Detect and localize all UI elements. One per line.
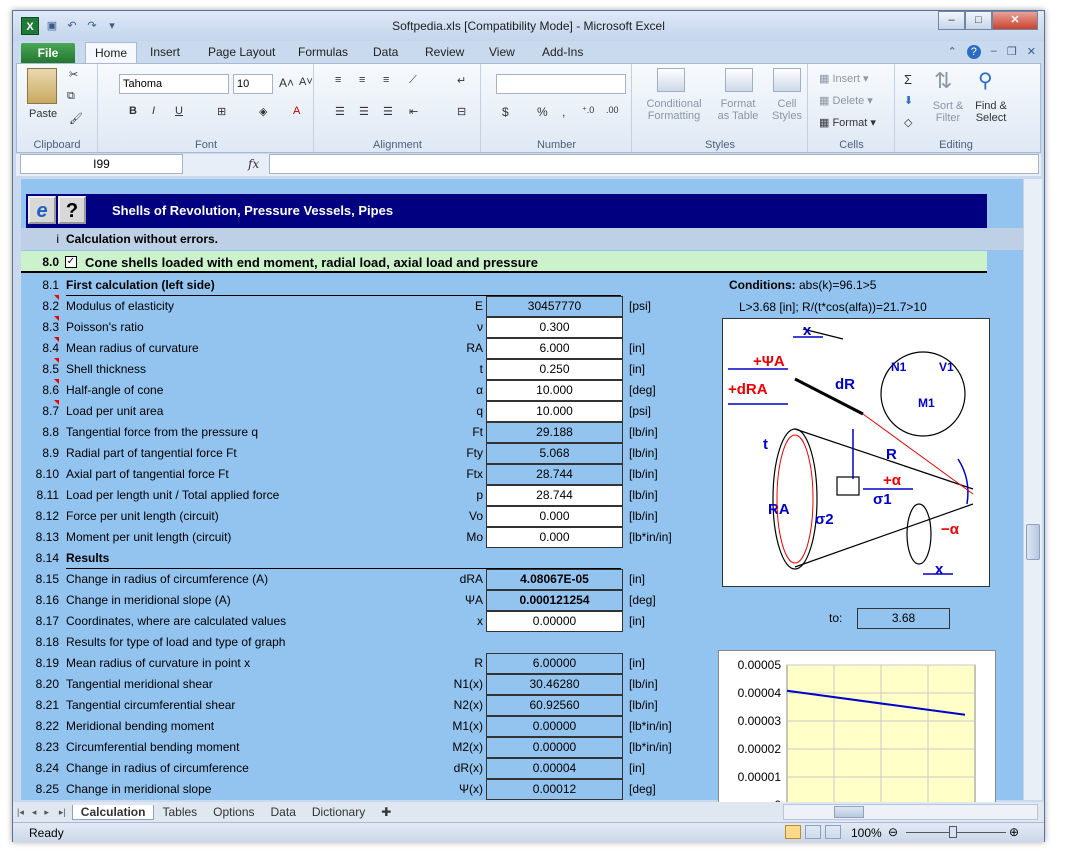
conditions xyxy=(729,278,876,292)
redo-icon[interactable]: ↷ xyxy=(87,20,97,32)
zoom-level[interactable]: 100% xyxy=(851,826,882,840)
cell-styles-icon[interactable] xyxy=(773,68,801,92)
cell-styles-button[interactable]: Cell Styles xyxy=(772,98,802,122)
decrease-decimal-icon[interactable]: .00 xyxy=(606,105,619,115)
clipboard-group xyxy=(17,64,98,152)
svg-text:R: R xyxy=(886,446,897,463)
row-label: First calculation (left side) xyxy=(66,278,215,292)
zoom-slider-thumb[interactable] xyxy=(949,826,957,838)
find-select-button[interactable]: Find & Select xyxy=(975,100,1007,124)
minimize-workbook-icon[interactable]: – xyxy=(990,45,997,57)
row-number: 8.14 xyxy=(35,551,59,565)
orientation-icon[interactable]: ⟋ xyxy=(409,74,417,86)
svg-text:+α: +α xyxy=(883,472,901,489)
svg-text:M1: M1 xyxy=(918,396,935,410)
row-symbol: x xyxy=(477,614,483,628)
excel-logo-icon[interactable]: X xyxy=(21,17,39,35)
row-unit: [deg] xyxy=(629,782,656,796)
row-number: 8.3 xyxy=(42,320,59,334)
row-symbol: Mo xyxy=(466,530,483,544)
svg-text:σ1: σ1 xyxy=(873,491,892,508)
row-unit: [in] xyxy=(629,614,646,628)
svg-text:+dRA: +dRA xyxy=(728,381,768,398)
row-label: Meridional bending moment xyxy=(66,719,215,733)
font-size-select[interactable]: 10 xyxy=(233,74,273,94)
status-bar xyxy=(13,822,1044,842)
row-symbol: t xyxy=(479,362,483,376)
row-label: Coordinates, where are calculated values xyxy=(66,614,287,628)
row-label: Results xyxy=(66,551,110,565)
ribbon xyxy=(16,63,1041,153)
insert-cells-button[interactable]: ▦ Insert ▾ xyxy=(819,73,869,85)
row-label: Modulus of elasticity xyxy=(66,299,175,313)
comment-indicator-icon[interactable] xyxy=(54,316,59,321)
sort-filter-icon[interactable]: ⇅ xyxy=(934,68,953,93)
zoom-in-icon[interactable]: ⊕ xyxy=(1009,825,1020,839)
to-value[interactable]: 3.68 xyxy=(857,608,950,629)
save-icon[interactable]: ▣ xyxy=(46,20,58,32)
row-number: 8.12 xyxy=(35,509,59,523)
cut-icon[interactable]: ✂ xyxy=(69,69,79,81)
borders-icon[interactable]: ⊞ xyxy=(217,106,227,118)
paste-icon[interactable] xyxy=(27,68,57,104)
condition-1: abs(k)=96.1>5 xyxy=(799,278,877,292)
svg-text:t: t xyxy=(763,436,768,453)
top-align-icon[interactable]: ≡ xyxy=(335,74,342,86)
row-label: Mean radius of curvature in point x xyxy=(66,656,251,670)
row-label: Mean radius of curvature xyxy=(66,341,199,355)
row-unit: [lb/in] xyxy=(629,467,658,481)
row-label: Poisson's ratio xyxy=(66,320,144,334)
styles-group xyxy=(633,64,808,152)
help-icon[interactable]: ? xyxy=(967,45,981,59)
vertical-scroll-thumb[interactable] xyxy=(1026,524,1040,560)
row-label: Change in meridional slope xyxy=(66,782,212,796)
row-number: 8.22 xyxy=(35,719,59,733)
row-label: Moment per unit length (circuit) xyxy=(66,530,232,544)
row-unit: [in] xyxy=(629,362,646,376)
status-ready: Ready xyxy=(29,826,64,840)
number-label: Number xyxy=(536,139,577,151)
row-number: 8.19 xyxy=(35,656,59,670)
fill-icon[interactable]: ⬇ xyxy=(904,95,914,107)
comment-indicator-icon[interactable] xyxy=(54,400,59,405)
header-row-num: 8.0 xyxy=(42,255,59,269)
row-number: 8.15 xyxy=(35,572,59,586)
maximize-button[interactable]: □ xyxy=(965,11,992,30)
row-label: Load per length unit / Total applied force xyxy=(66,488,280,502)
collapse-ribbon-icon[interactable]: ⌃ xyxy=(947,46,957,58)
align-left-icon[interactable]: ☰ xyxy=(335,106,345,118)
cone-diagram-drawing xyxy=(723,319,989,586)
row-symbol: R xyxy=(474,656,483,670)
row-number: 8.8 xyxy=(42,425,59,439)
font-label: Font xyxy=(194,139,217,151)
sheet-tab-data[interactable]: Data xyxy=(270,805,296,819)
row-unit: [in] xyxy=(629,572,646,586)
font-color-icon[interactable]: A xyxy=(293,105,301,117)
cells-group xyxy=(809,64,895,152)
wrap-text-icon[interactable]: ↵ xyxy=(457,75,467,87)
row-value[interactable]: 10.000 xyxy=(486,380,623,401)
sheet-tab-calculation[interactable]: Calculation xyxy=(72,805,155,820)
to-label: to: xyxy=(829,611,843,625)
minimize-button[interactable]: – xyxy=(938,11,965,30)
view-buttons xyxy=(785,825,841,839)
info-row-text: Calculation without errors. xyxy=(66,232,219,246)
font-group xyxy=(99,64,314,152)
find-select-icon[interactable]: ⚲ xyxy=(978,70,993,92)
svg-text:N1: N1 xyxy=(891,360,907,374)
close-workbook-icon[interactable]: ✕ xyxy=(1026,46,1036,58)
conditional-formatting-button[interactable]: Conditional Formatting xyxy=(646,98,702,122)
row-label: Axial part of tangential force Ft xyxy=(66,467,229,481)
svg-text:σ2: σ2 xyxy=(815,511,834,528)
svg-text:−α: −α xyxy=(941,521,959,538)
row-symbol: Fty xyxy=(466,446,483,460)
align-right-icon[interactable]: ☰ xyxy=(383,106,393,118)
info-row-num: i xyxy=(56,232,59,246)
tab-file[interactable]: File xyxy=(21,43,75,63)
row-unit: [deg] xyxy=(629,593,656,607)
customize-qat-icon[interactable]: ▾ xyxy=(109,20,115,32)
row-symbol: dRA xyxy=(459,572,483,586)
header-row-text: Cone shells loaded with end moment, radial load, axial load and pressure xyxy=(85,255,538,270)
row-number: 8.18 xyxy=(35,635,59,649)
align-center-icon[interactable]: ☰ xyxy=(359,106,369,118)
row-value[interactable]: 10.000 xyxy=(486,401,623,422)
format-as-table-button[interactable]: Format as Table xyxy=(717,98,759,122)
window-controls xyxy=(938,11,1038,30)
clear-icon[interactable]: ◇ xyxy=(904,117,913,129)
row-symbol: q xyxy=(476,404,483,418)
row-value[interactable]: 28.744 xyxy=(486,464,623,485)
grow-font-icon[interactable]: A˄ xyxy=(279,76,295,90)
formula-bar-row xyxy=(16,154,1041,176)
row-number: 8.20 xyxy=(35,677,59,691)
row-number: 8.11 xyxy=(36,488,59,502)
styles-label: Styles xyxy=(705,139,735,151)
row-label: Force per unit length (circuit) xyxy=(66,509,219,523)
chart-y-tick-label: 0.00004 xyxy=(737,686,781,700)
row-value[interactable]: 0.250 xyxy=(486,359,623,380)
formula-input[interactable] xyxy=(269,154,1039,174)
svg-text:x: x xyxy=(803,322,812,339)
row-symbol: α xyxy=(476,383,483,397)
row-label: Tangential meridional shear xyxy=(66,677,213,691)
row-value[interactable]: 6.00000 xyxy=(486,653,623,674)
row-value[interactable]: 0.000 xyxy=(486,527,623,548)
row-unit: [lb/in] xyxy=(629,425,658,439)
cone-shell-diagram xyxy=(722,318,990,587)
row-value[interactable]: 30.46280 xyxy=(486,674,623,695)
clipboard-label: Clipboard xyxy=(33,139,81,151)
tab-scroll-first-icon[interactable]: |◂ xyxy=(17,806,24,817)
tab-addins[interactable]: Add-Ins xyxy=(542,45,584,59)
tab-insert[interactable]: Insert xyxy=(150,45,181,59)
row-symbol: E xyxy=(474,299,483,313)
row-number: 8.1 xyxy=(42,278,59,292)
row-unit: [in] xyxy=(629,761,646,775)
header-row xyxy=(21,251,987,273)
row-unit: [in] xyxy=(629,341,646,355)
conditions-label: Conditions: xyxy=(729,278,796,292)
page-layout-view-icon[interactable] xyxy=(805,825,821,839)
format-cells-button[interactable]: ▦ Format ▾ xyxy=(819,117,876,129)
delete-cells-button[interactable]: ▦ Delete ▾ xyxy=(819,95,873,107)
chart-y-tick-label: 0.00003 xyxy=(737,714,781,728)
copy-icon[interactable]: ⧉ xyxy=(67,90,75,102)
ribbon-tabs xyxy=(13,41,1044,63)
row-unit: [psi] xyxy=(629,299,652,313)
row-number: 8.4 xyxy=(42,341,59,355)
row-unit: [lb/in] xyxy=(629,488,658,502)
restore-workbook-icon[interactable]: ❐ xyxy=(1006,46,1017,58)
row-number: 8.9 xyxy=(42,446,59,460)
page-break-view-icon[interactable] xyxy=(825,825,841,839)
row-value[interactable]: 0.00000 xyxy=(486,716,623,737)
row-label: Radial part of tangential force Ft xyxy=(66,446,237,460)
tab-view[interactable]: View xyxy=(489,45,515,59)
decrease-indent-icon[interactable]: ⇤ xyxy=(409,106,419,118)
row-symbol: M1(x) xyxy=(452,719,483,733)
middle-align-icon[interactable]: ≡ xyxy=(359,74,366,86)
info-row xyxy=(21,228,1031,250)
alignment-label: Alignment xyxy=(373,139,422,151)
normal-view-icon[interactable] xyxy=(785,825,801,839)
sheet-banner xyxy=(26,194,987,228)
font-name-select[interactable]: Tahoma xyxy=(119,74,229,94)
row-label: Change in meridional slope (A) xyxy=(66,593,231,607)
name-box[interactable]: I99 xyxy=(20,154,183,174)
svg-text:RA: RA xyxy=(768,501,790,518)
zoom-out-icon[interactable]: ⊖ xyxy=(888,825,899,839)
percent-button[interactable]: % xyxy=(537,105,548,119)
row-value[interactable]: 0.00000 xyxy=(486,611,623,632)
currency-button[interactable]: $ xyxy=(502,105,509,119)
row-unit: [lb*in/in] xyxy=(629,719,672,733)
row-label: Circumferential bending moment xyxy=(66,740,240,754)
row-unit: [lb*in/in] xyxy=(629,530,672,544)
row-unit: [lb/in] xyxy=(629,509,658,523)
row-label: Tangential circumferential shear xyxy=(66,698,236,712)
row-value[interactable]: 29.188 xyxy=(486,422,623,443)
row-label: Shell thickness xyxy=(66,362,147,376)
tab-scroll-next-icon[interactable]: ▸ xyxy=(44,806,49,817)
row-unit: [psi] xyxy=(629,404,652,418)
row-value[interactable]: 6.000 xyxy=(486,338,623,359)
insert-sheet-icon[interactable]: ✚ xyxy=(381,805,392,819)
excel-window xyxy=(12,10,1045,842)
chart-y-tick-label: 0.00001 xyxy=(737,770,781,784)
row-number: 8.13 xyxy=(35,530,59,544)
results-chart xyxy=(718,650,996,810)
editing-group xyxy=(896,64,1016,152)
row-number: 8.17 xyxy=(35,614,59,628)
fill-color-icon[interactable]: ◈ xyxy=(259,106,268,118)
row-label: Tangential force from the pressure q xyxy=(66,425,259,439)
bottom-align-icon[interactable]: ≡ xyxy=(383,74,390,86)
undo-icon[interactable]: ↶ xyxy=(67,20,77,32)
increase-decimal-icon[interactable]: ⁺.0 xyxy=(582,105,595,115)
internet-explorer-icon[interactable]: e xyxy=(28,196,56,224)
row-label: Change in radius of circumference xyxy=(66,761,249,775)
condition-2: L>3.68 [in]; R/(t*cos(alfa))=21.7>10 xyxy=(739,300,927,314)
row-value[interactable]: 60.92560 xyxy=(486,695,623,716)
row-number: 8.23 xyxy=(35,740,59,754)
comment-indicator-icon[interactable] xyxy=(54,379,59,384)
comment-indicator-icon[interactable] xyxy=(54,295,59,300)
row-value[interactable]: 0.00000 xyxy=(486,737,623,758)
row-unit: [lb/in] xyxy=(629,446,658,460)
row-value[interactable]: 0.00012 xyxy=(486,779,623,800)
sheet-row xyxy=(21,275,1031,296)
horizontal-scroll-thumb[interactable] xyxy=(834,806,864,818)
svg-text:+ΨA: +ΨA xyxy=(753,353,785,370)
row-value[interactable]: 5.068 xyxy=(486,443,623,464)
results-chart-svg xyxy=(719,651,995,809)
sheet-tab-tables[interactable]: Tables xyxy=(162,805,198,819)
header-checkbox[interactable]: ✓ xyxy=(66,256,76,267)
comment-indicator-icon[interactable] xyxy=(54,358,59,363)
row-unit: [lb/in] xyxy=(629,698,658,712)
row-value[interactable]: 0.00004 xyxy=(486,758,623,779)
vertical-scrollbar[interactable] xyxy=(1023,179,1042,800)
sheet-tab-options[interactable]: Options xyxy=(213,805,255,819)
tab-data[interactable]: Data xyxy=(373,45,399,59)
row-number: 8.16 xyxy=(35,593,59,607)
help-question-icon[interactable]: ? xyxy=(58,196,86,224)
row-number: 8.7 xyxy=(42,404,59,418)
row-symbol: N2(x) xyxy=(453,698,483,712)
svg-text:dR: dR xyxy=(835,376,855,393)
row-number: 8.25 xyxy=(35,782,59,796)
comment-indicator-icon[interactable] xyxy=(54,337,59,342)
tab-scroll-prev-icon[interactable]: ◂ xyxy=(31,806,37,817)
row-symbol: Ψ(x) xyxy=(458,782,483,796)
format-painter-icon[interactable]: 🖌 xyxy=(69,113,83,125)
row-value[interactable]: 4.08067E-05 xyxy=(486,569,623,590)
row-symbol: ΨA xyxy=(464,593,483,607)
editing-label: Editing xyxy=(939,139,973,151)
row-value[interactable]: 0.300 xyxy=(486,317,623,338)
bold-icon[interactable]: B xyxy=(129,105,137,117)
row-unit: [lb*in/in] xyxy=(629,740,672,754)
row-symbol: dR(x) xyxy=(453,761,483,775)
chart-y-tick-label: 0.00005 xyxy=(737,658,781,672)
chart-y-tick-label: 0.00002 xyxy=(737,742,781,756)
row-symbol: N1(x) xyxy=(453,677,483,691)
worksheet[interactable] xyxy=(21,179,1031,800)
sheet-tab-dictionary[interactable]: Dictionary xyxy=(311,805,366,819)
italic-icon[interactable]: I xyxy=(152,105,156,117)
ribbon-right-icons xyxy=(948,45,1036,59)
row-value[interactable]: 28.744 xyxy=(486,485,623,506)
row-number: 8.24 xyxy=(35,761,59,775)
row-value[interactable]: 30457770 xyxy=(486,296,623,317)
row-symbol: Ft xyxy=(472,425,483,439)
sort-filter-button[interactable]: Sort & Filter xyxy=(932,100,964,124)
tab-review[interactable]: Review xyxy=(425,45,465,59)
row-number: 8.6 xyxy=(42,383,59,397)
horizontal-scrollbar[interactable] xyxy=(783,804,1038,820)
tab-home[interactable]: Home xyxy=(85,42,137,63)
shrink-font-icon[interactable]: A˅ xyxy=(299,76,313,88)
merge-center-icon[interactable]: ⊟ xyxy=(457,106,467,118)
svg-text:x: x xyxy=(935,561,944,578)
cells-label: Cells xyxy=(839,139,864,151)
insert-function-icon[interactable]: fx xyxy=(248,157,260,171)
row-symbol: ν xyxy=(477,320,483,334)
format-as-table-icon[interactable] xyxy=(725,68,753,92)
close-button[interactable]: ✕ xyxy=(992,11,1038,30)
row-number: 8.21 xyxy=(35,698,59,712)
sheet-tabs-row xyxy=(13,802,1044,822)
autosum-button[interactable]: Σ xyxy=(904,72,913,87)
row-label: Results for type of load and type of graph xyxy=(66,635,286,649)
row-number: 8.2 xyxy=(42,299,59,313)
row-symbol: Vo xyxy=(468,509,483,523)
row-value[interactable]: 0.000 xyxy=(486,506,623,527)
conditional-formatting-icon[interactable] xyxy=(657,68,685,92)
row-label: Half-angle of cone xyxy=(66,383,164,397)
row-value[interactable]: 0.000121254 xyxy=(486,590,623,611)
sheet-tabs xyxy=(13,802,399,822)
tab-formulas[interactable]: Formulas xyxy=(298,45,349,59)
row-unit: [deg] xyxy=(629,383,656,397)
row-symbol: RA xyxy=(466,341,483,355)
row-label: Change in radius of circumference (A) xyxy=(66,572,269,586)
number-group xyxy=(482,64,632,152)
tab-scroll-last-icon[interactable]: ▸| xyxy=(58,806,66,817)
row-unit: [in] xyxy=(629,656,646,670)
number-format-select[interactable] xyxy=(496,74,626,94)
row-symbol: Ftx xyxy=(466,467,483,481)
paste-button[interactable]: Paste xyxy=(29,108,58,120)
row-label: Load per unit area xyxy=(66,404,164,418)
comma-button[interactable]: , xyxy=(562,105,566,119)
row-number: 8.10 xyxy=(35,467,59,481)
underline-icon[interactable]: U xyxy=(175,105,183,117)
row-symbol: p xyxy=(476,488,483,502)
row-symbol: M2(x) xyxy=(452,740,483,754)
window-title: Softpedia.xls [Compatibility Mode] - Microsoft Excel xyxy=(392,19,665,33)
row-unit: [lb/in] xyxy=(629,677,658,691)
svg-text:V1: V1 xyxy=(939,360,954,374)
title-bar xyxy=(13,11,1044,41)
banner-title: Shells of Revolution, Pressure Vessels, Pipes xyxy=(112,203,394,218)
tab-page-layout[interactable]: Page Layout xyxy=(208,45,276,59)
row-number: 8.5 xyxy=(42,362,59,376)
alignment-group xyxy=(315,64,481,152)
